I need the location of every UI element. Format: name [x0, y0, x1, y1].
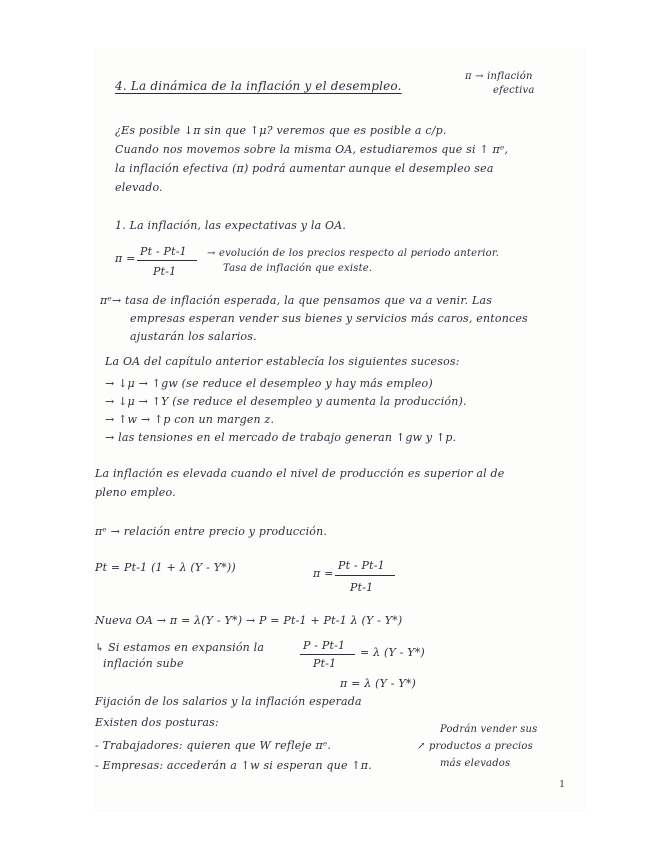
intro-line-2: Cuando nos movemos sobre la misma OA, estudiaremos que si ↑ πᵉ,: [115, 143, 509, 156]
bullet-3: → ↑w → ↑p con un margen z.: [105, 413, 275, 426]
bullet-1: → ↓μ → ↑gw (se reduce el desempleo y hay más empleo): [105, 377, 433, 390]
expansion-denominator: Pt-1: [313, 657, 337, 670]
nueva-oa: Nueva OA → π = λ(Y - Y*) → P = Pt-1 + Pt-1 λ (Y - Y*): [95, 614, 403, 627]
margin-note-line-2: ↗ productos a precios: [417, 741, 533, 752]
pie-line-1: πᵉ→ tasa de inflación esperada, la que pensamos que va a venir. Las: [100, 294, 493, 307]
pi-fraction-line: [137, 260, 197, 261]
bullet-4: → las tensiones en el mercado de trabajo generan ↑gw y ↑p.: [105, 431, 457, 444]
page-title: 4. La dinámica de la inflación y el desempleo.: [115, 79, 402, 93]
posturas-text: Existen dos posturas:: [95, 716, 219, 729]
pie-line-2: empresas esperan vender sus bienes y servicios más caros, entonces: [130, 312, 528, 325]
pi-explanation-2: Tasa de inflación que existe.: [223, 263, 373, 274]
empresas-line: - Empresas: accederán a ↑w si esperan que ↑π.: [95, 759, 372, 772]
equation-pi-denominator: Pt-1: [350, 581, 374, 594]
pi-lhs: π =: [115, 252, 136, 265]
side-note-line-2: efectiva: [493, 85, 535, 96]
high-inflation-line-1: La inflación es elevada cuando el nivel de producción es superior al de: [95, 467, 505, 480]
intro-line-3: la inflación efectiva (π) podrá aumentar aunque el desempleo sea: [115, 162, 494, 175]
pi-denominator: Pt-1: [153, 265, 177, 278]
fijacion-heading: Fijación de los salarios y la inflación esperada: [95, 695, 362, 708]
intro-line-1: ¿Es posible ↓π sin que ↑μ? veremos que es posible a c/p.: [115, 124, 447, 137]
side-note-line-1: π → inflación: [465, 71, 533, 82]
expansion-numerator: P - Pt-1: [303, 639, 346, 652]
page-number: 1: [559, 780, 565, 790]
expansion-line-2: inflación sube: [103, 657, 184, 670]
equation-pt: Pt = Pt-1 (1 + λ (Y - Y*)): [95, 561, 236, 574]
oa-chapter-text: La OA del capítulo anterior establecía los siguientes sucesos:: [105, 355, 460, 368]
section-heading: 1. La inflación, las expectativas y la OA.: [115, 219, 347, 232]
trabajadores-line: - Trabajadores: quieren que W refleje πᵉ.: [95, 739, 332, 752]
equation-pi-numerator: Pt - Pt-1: [338, 559, 385, 572]
expansion-fraction-line: [300, 654, 355, 655]
notebook-page: [95, 50, 585, 810]
pie-line-3: ajustarán los salarios.: [130, 330, 257, 343]
pi-numerator: Pt - Pt-1: [140, 245, 187, 258]
equation-pi-fraction-line: [335, 575, 395, 576]
expansion-final: π = λ (Y - Y*): [340, 677, 417, 690]
pie-relation: πᵉ → relación entre precio y producción.: [95, 525, 328, 538]
bullet-2: → ↓μ → ↑Y (se reduce el desempleo y aumenta la producción).: [105, 395, 467, 408]
expansion-line-1: ↳ Si estamos en expansión la: [95, 641, 265, 654]
margin-note-line-3: más elevados: [440, 758, 511, 769]
high-inflation-line-2: pleno empleo.: [95, 486, 176, 499]
margin-note-line-1: Podrán vender sus: [440, 724, 538, 735]
intro-line-4: elevado.: [115, 181, 163, 194]
pi-explanation-1: → evolución de los precios respecto al periodo anterior.: [207, 248, 500, 259]
equation-pi-lhs: π =: [313, 567, 334, 580]
expansion-rhs: = λ (Y - Y*): [360, 646, 425, 659]
